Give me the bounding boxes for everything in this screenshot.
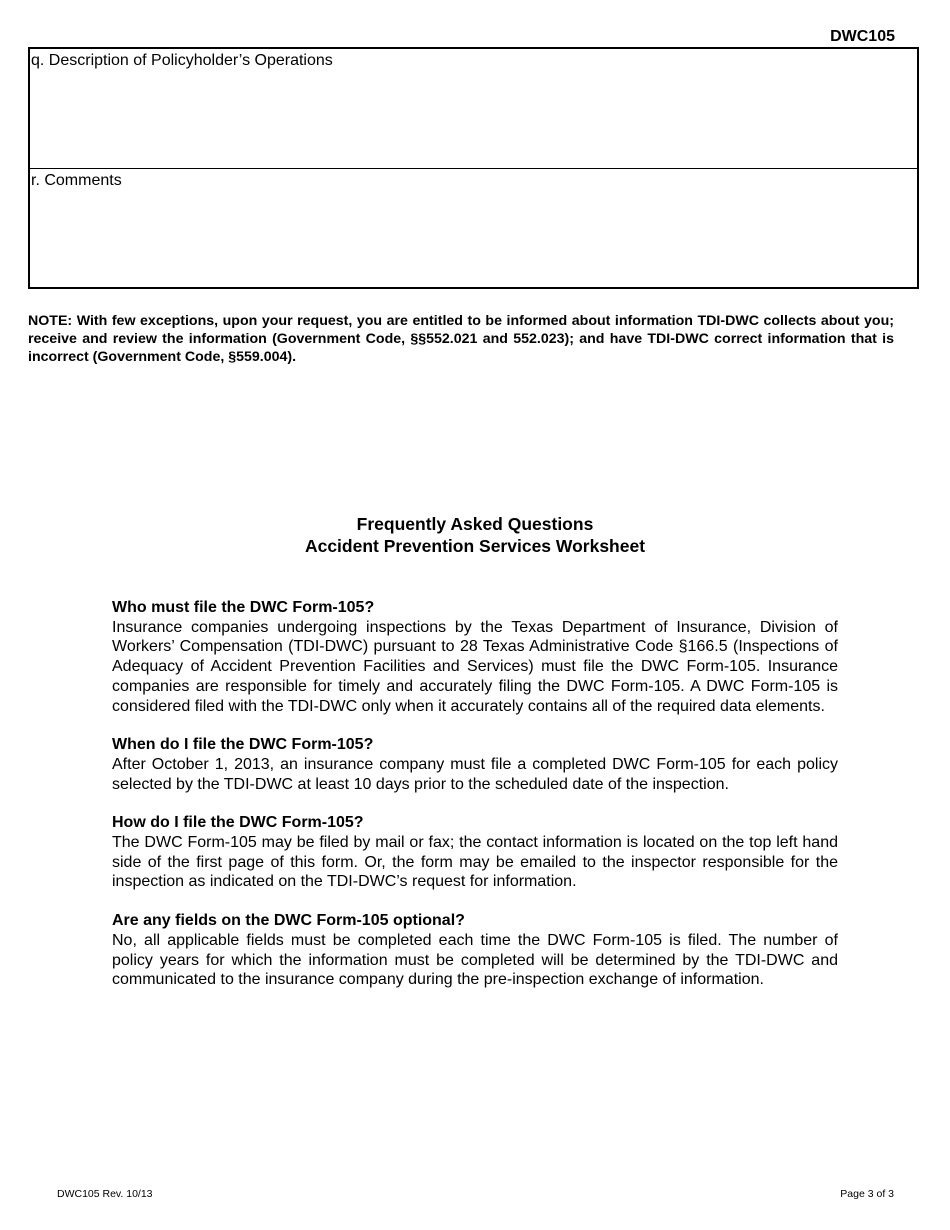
faq-title <box>0 513 950 557</box>
operations-description-label: q. Description of Policyholder’s Operations <box>31 52 333 69</box>
faq-title-line-2: Accident Prevention Services Worksheet <box>304 536 646 556</box>
form-revision: DWC105 Rev. 10/13 <box>57 1188 153 1200</box>
faq-answer: Insurance companies undergoing inspections by the Texas Department of Insurance, Division of Workers’ Compensation (TDI-DWC) pursuant to 28 Texas Administrative Code §166.5 (Inspections of Adequacy of Accident Prevention Facilities and Services) must file the DWC Form-105. Insurance companies are responsible for timely and accurately filing the DWC Form-105. A DWC Form-105 is considered filed with the TDI-DWC only when it accurately contains all of the required data elements. <box>112 618 838 715</box>
faq-answer: After October 1, 2013, an insurance company must file a completed DWC Form-105 for each policy selected by the TDI-DWC at least 10 days prior to the scheduled date of the inspection. <box>112 755 838 793</box>
form-code: DWC105 <box>830 28 895 45</box>
comments-box <box>28 168 919 289</box>
faq-item-how-to-file <box>112 813 838 892</box>
page-number: Page 3 of 3 <box>840 1188 894 1200</box>
operations-description-box <box>28 47 919 169</box>
faq-item-when-to-file <box>112 735 838 794</box>
note-label: NOTE <box>28 313 68 329</box>
faq-item-who-must-file <box>112 598 838 716</box>
faq-question: Are any fields on the DWC Form-105 optional? <box>112 912 465 930</box>
faq-answer: The DWC Form-105 may be filed by mail or fax; the contact information is located on the top left hand side of the first page of this form. Or, the form may be emailed to the inspector responsible for the inspection as indicated on the TDI-DWC’s request for information. <box>112 834 838 891</box>
faq-item-optional-fields <box>112 911 838 990</box>
operations-description-field[interactable] <box>34 73 913 164</box>
privacy-note <box>28 312 894 366</box>
note-text: : With few exceptions, upon your request, you are entitled to be informed about information TDI-DWC collects about you; receive and review the information (Government Code, §§552.021 and 552.023); and have TDI-DWC correct information that is incorrect (Government Code, §559.004). <box>28 313 894 365</box>
faq-title-line-1: Frequently Asked Questions <box>356 514 594 534</box>
faq-answer: No, all applicable fields must be completed each time the DWC Form-105 is filed. The number of policy years for which the information must be completed will be determined by the TDI-DWC and communicated to the insurance company during the pre-inspection exchange of information. <box>112 931 838 989</box>
faq-question: How do I file the DWC Form-105? <box>112 814 364 832</box>
comments-field[interactable] <box>34 193 913 283</box>
faq-list <box>112 598 838 1009</box>
faq-question: Who must file the DWC Form-105? <box>112 599 375 616</box>
comments-label: r. Comments <box>31 172 122 189</box>
faq-question: When do I file the DWC Form-105? <box>112 736 374 754</box>
